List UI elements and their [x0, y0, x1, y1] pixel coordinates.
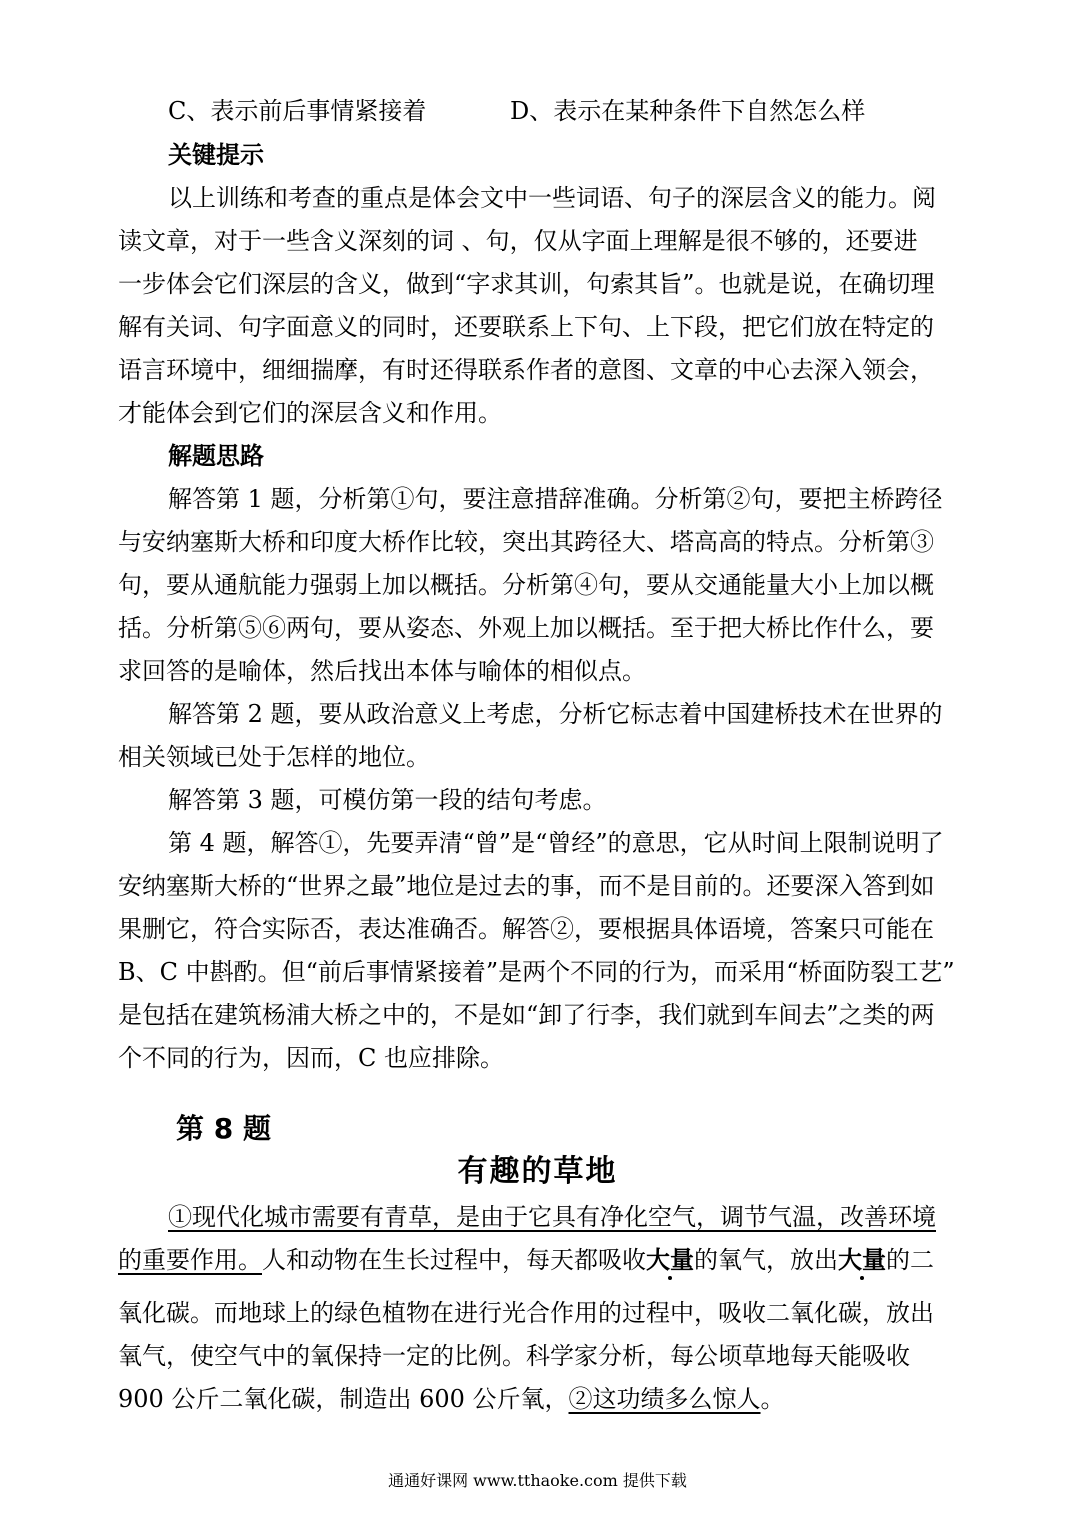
key-hint-line: 才能体会到它们的深层含义和作用。 — [118, 399, 502, 427]
solution-line: 求回答的是喻体，然后找出本体与喻体的相似点。 — [118, 657, 646, 685]
article-line — [168, 1202, 1008, 1232]
article-text: 。 — [760, 1385, 785, 1413]
article-text: 人和动物在生长过程中，每天都吸收 — [262, 1246, 646, 1274]
solution-line: 解答第 2 题，要从政治意义上考虑，分析它标志着中国建桥技术在世界的 — [168, 700, 943, 728]
article-text: 的二 — [886, 1246, 934, 1274]
underlined-sentence-1: ①现代化城市需要有青草，是由于它具有净化空气，调节气温，改善环境 — [168, 1203, 936, 1231]
article-text: 900 公斤二氧化碳，制造出 600 公斤氧， — [118, 1385, 569, 1413]
article-line — [118, 1384, 958, 1414]
article-line: 氧气，使空气中的氧保持一定的比例。科学家分析，每公顷草地每天能吸收 — [118, 1342, 910, 1370]
article-title: 有趣的草地 — [457, 1154, 618, 1189]
key-hint-line: 一步体会它们深层的含义，做到“字求其训，句索其旨”。也就是说，在确切理 — [118, 270, 935, 298]
key-hint-heading: 关键提示 — [168, 140, 264, 169]
solution-line: B、C 中斟酌。但“前后事情紧接着”是两个不同的行为，而采用“桥面防裂工艺” — [118, 958, 955, 986]
solution-line: 果删它，符合实际否，表达准确否。解答②，要根据具体语境，答案只可能在 — [118, 915, 934, 943]
option-d: D、表示在某种条件下自然怎么样 — [510, 97, 866, 125]
solution-line: 括。分析第⑤⑥两句，要从姿态、外观上加以概括。至于把大桥比作什么，要 — [118, 614, 934, 642]
solution-heading: 解题思路 — [168, 441, 264, 470]
solution-line: 个不同的行为，因而，C 也应排除。 — [118, 1044, 504, 1072]
article-line: 氧化碳。而地球上的绿色植物在进行光合作用的过程中，吸收二氧化碳，放出 — [118, 1299, 934, 1327]
key-hint-line: 语言环境中，细细揣摩，有时还得联系作者的意图、文章的中心去深入领会， — [118, 356, 934, 384]
solution-line: 安纳塞斯大桥的“世界之最”地位是过去的事，而不是目前的。还要深入答到如 — [118, 872, 935, 900]
solution-line: 是包括在建筑杨浦大桥之中的，不是如“卸了行李，我们就到车间去”之类的两 — [118, 1001, 935, 1029]
underlined-sentence-2: ②这功绩多么惊人 — [568, 1385, 761, 1413]
solution-line: 解答第 1 题，分析第①句，要注意措辞准确。分析第②句，要把主桥跨径 — [168, 485, 943, 513]
key-hint-line: 以上训练和考查的重点是体会文中一些词语、句子的深层含义的能力。阅 — [168, 184, 936, 212]
solution-line: 句，要从通航能力强弱上加以概括。分析第④句，要从交通能量大小上加以概 — [118, 571, 934, 599]
question-label: 第 8 题 — [176, 1112, 271, 1145]
emphasis-word: 大量 — [646, 1245, 694, 1274]
key-hint-line: 解有关词、句字面意义的同时，还要联系上下句、上下段，把它们放在特定的 — [118, 313, 934, 341]
page-footer: 通通好课网 www.tthaoke.com 提供下载 — [388, 1471, 687, 1490]
solution-line: 解答第 3 题，可模仿第一段的结句考虑。 — [168, 786, 607, 814]
article-text: 的氧气，放出 — [694, 1246, 838, 1274]
solution-line: 与安纳塞斯大桥和印度大桥作比较，突出其跨径大、塔高高的特点。分析第③ — [118, 528, 934, 556]
key-hint-line: 读文章，对于一些含义深刻的词 、句，仅从字面上理解是很不够的，还要进 — [118, 227, 918, 255]
emphasis-word: 大量 — [838, 1245, 886, 1274]
option-c: C、表示前后事情紧接着 — [168, 97, 427, 125]
article-line — [118, 1245, 958, 1275]
underlined-sentence-1-end: 的重要作用。 — [118, 1246, 262, 1274]
solution-line: 第 4 题，解答①，先要弄清“曾”是“曾经”的意思，它从时间上限制说明了 — [168, 829, 944, 857]
solution-line: 相关领域已处于怎样的地位。 — [118, 743, 430, 771]
